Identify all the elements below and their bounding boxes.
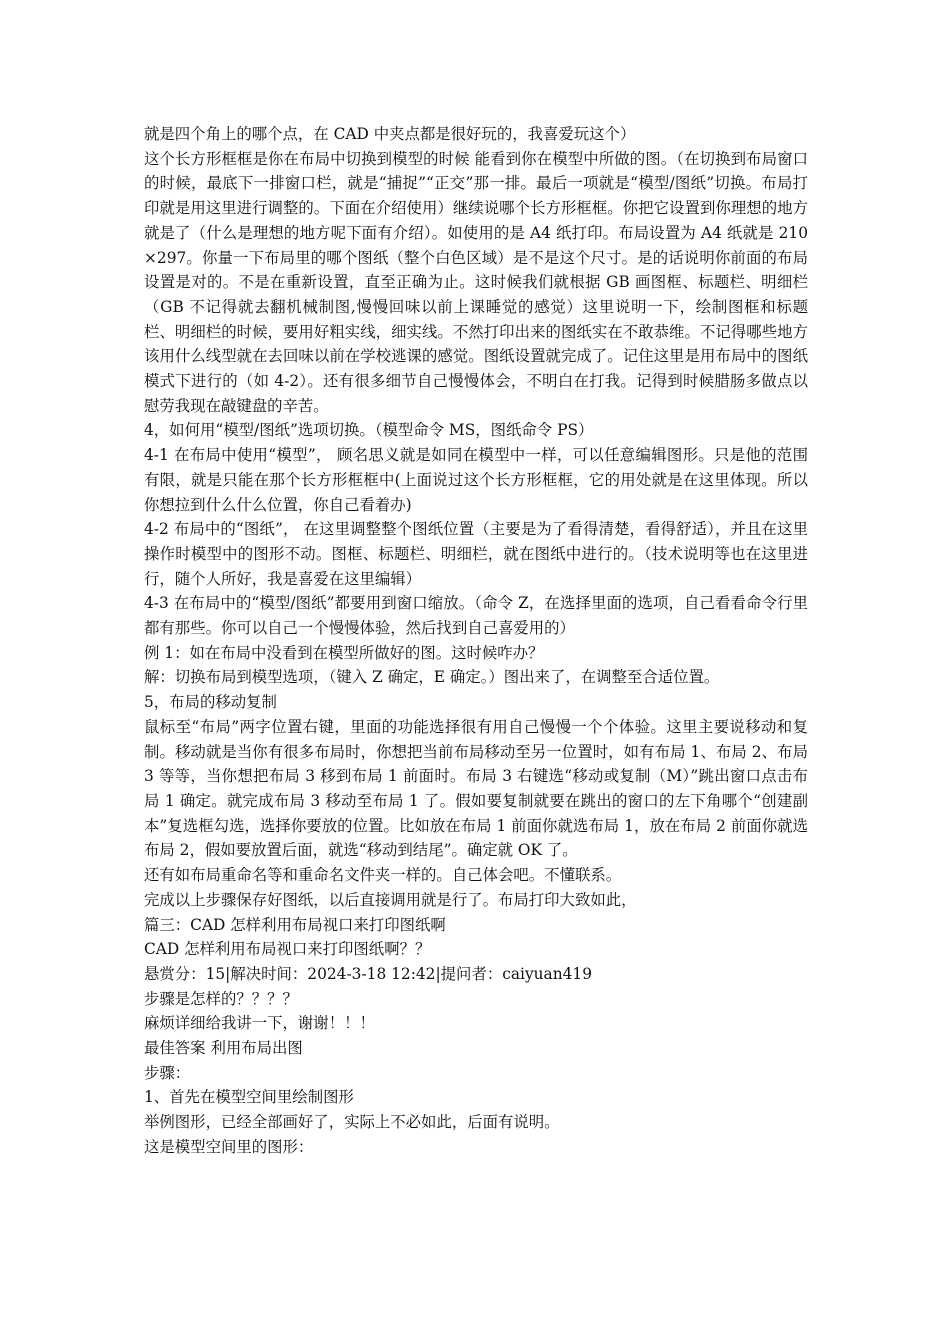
paragraph: 4，如何用“模型/图纸”选项切换。（模型命令 MS，图纸命令 PS） xyxy=(144,421,594,440)
paragraph: 悬赏分：15|解决时间：2024-3-18 12:42|提问者：caiyuan419 xyxy=(144,964,593,983)
paragraph: 4-1 在布局中使用“模型”， 顾名思义就是如同在模型中一样，可以任意编辑图形。只是他的范围有限，就是只能在那个长方形框框中(上面说过这个长方形框框，它的用处就是在这里体现。所以你想拉到什么什么位置，你自己看着办) xyxy=(144,446,808,514)
paragraph: 4-3 在布局中的“模型/图纸”都要用到窗口缩放。（命令 Z，在选择里面的选项，自己看看命令行里都有那些。你可以自己一个慢慢体验，然后找到自己喜爱用的） xyxy=(144,594,808,638)
paragraph: 这是模型空间里的图形： xyxy=(144,1137,314,1156)
paragraph: 1、首先在模型空间里绘制图形 xyxy=(144,1088,354,1107)
paragraph: 篇三：CAD 怎样利用布局视口来打印图纸啊 xyxy=(144,915,446,934)
paragraph: 举例图形，已经全部画好了，实际上不必如此，后面有说明。 xyxy=(144,1113,560,1132)
paragraph: 5，布局的移动复制 xyxy=(144,693,277,712)
paragraph: 最佳答案 利用布局出图 xyxy=(144,1039,303,1058)
paragraph: 步骤是怎样的？？？？ xyxy=(144,989,298,1008)
document-body xyxy=(144,122,808,1160)
paragraph: 这个长方形框框是你在布局中切换到模型的时候 能看到你在模型中所做的图。（在切换到布局窗口的时候，最底下一排窗口栏，就是“捕捉”“正交”那一排。最后一项就是“模型/图纸”切换。布局打印就是用这里进行调整的。下面在介绍使用）继续说哪个长方形框框。你把它设置到你理想的地方就是了（什么是理想的地方呢下面有介绍）。如使用的是 A4 纸打印。布局设置为 A4 纸就是 210×297。你量一下布局里的哪个图纸（整个白色区域）是不是这个尺寸。是的话说明你前面的布局设置是对的。不是在重新设置，直至正确为止。这时候我们就根据 GB 画图框、标题栏、明细栏（GB 不记得就去翻机械制图,慢慢回味以前上课睡觉的感觉）这里说明一下，绘制图框和标题栏、明细栏的时候，要用好粗实线，细实线。不然打印出来的图纸实在不敢恭维。不记得哪些地方该用什么线型就在去回味以前在学校逃课的感觉。图纸设置就完成了。记住这里是用布局中的图纸模式下进行的（如 4-2）。还有很多细节自己慢慢体会，不明白在打我。记得到时候腊肠多做点以慰劳我现在敲键盘的辛苦。 xyxy=(144,149,808,415)
paragraph: CAD 怎样利用布局视口来打印图纸啊？？ xyxy=(144,940,431,959)
paragraph: 麻烦详细给我讲一下，谢谢！！！ xyxy=(144,1014,375,1033)
paragraph: 4-2 布局中的“图纸”， 在这里调整整个图纸位置（主要是为了看得清楚，看得舒适），并且在这里操作时模型中的图形不动。图框、标题栏、明细栏，就在图纸中进行的。（技术说明等也在这里进行，随个人所好，我是喜爱在这里编辑） xyxy=(144,520,808,588)
paragraph: 还有如布局重命名等和重命名文件夹一样的。自己体会吧。不懂联系。 xyxy=(144,866,622,885)
paragraph: 鼠标至“布局”两字位置右键，里面的功能选择很有用自己慢慢一个个体验。这里主要说移动和复制。移动就是当你有很多布局时，你想把当前布局移动至另一位置时，如有布局 1、布局 2、布局 3 等等，当你想把布局 3 移到布局 1 前面时。布局 3 右键选“移动或复制（M）”跳出窗口点击布局 1 确定。就完成布局 3 移动至布局 1 了。假如要复制就要在跳出的窗口的左下角哪个“创建副本”复选框勾选，选择你要放的位置。比如放在布局 1 前面你就选布局 1，放在布局 2 前面你就选布局 2，假如要放置后面，就选“移动到结尾”。确定就 OK 了。 xyxy=(144,717,808,860)
paragraph: 步骤： xyxy=(144,1063,191,1082)
paragraph: 完成以上步骤保存好图纸，以后直接调用就是行了。布局打印大致如此， xyxy=(144,890,637,909)
paragraph: 就是四个角上的哪个点，在 CAD 中夹点都是很好玩的，我喜爱玩这个） xyxy=(144,125,636,143)
paragraph: 解：切换布局到模型选项，（键入 Z 确定，E 确定。）图出来了，在调整至合适位置。 xyxy=(144,668,720,687)
paragraph: 例 1：如在布局中没看到在模型所做好的图。这时候咋办？ xyxy=(144,643,544,662)
